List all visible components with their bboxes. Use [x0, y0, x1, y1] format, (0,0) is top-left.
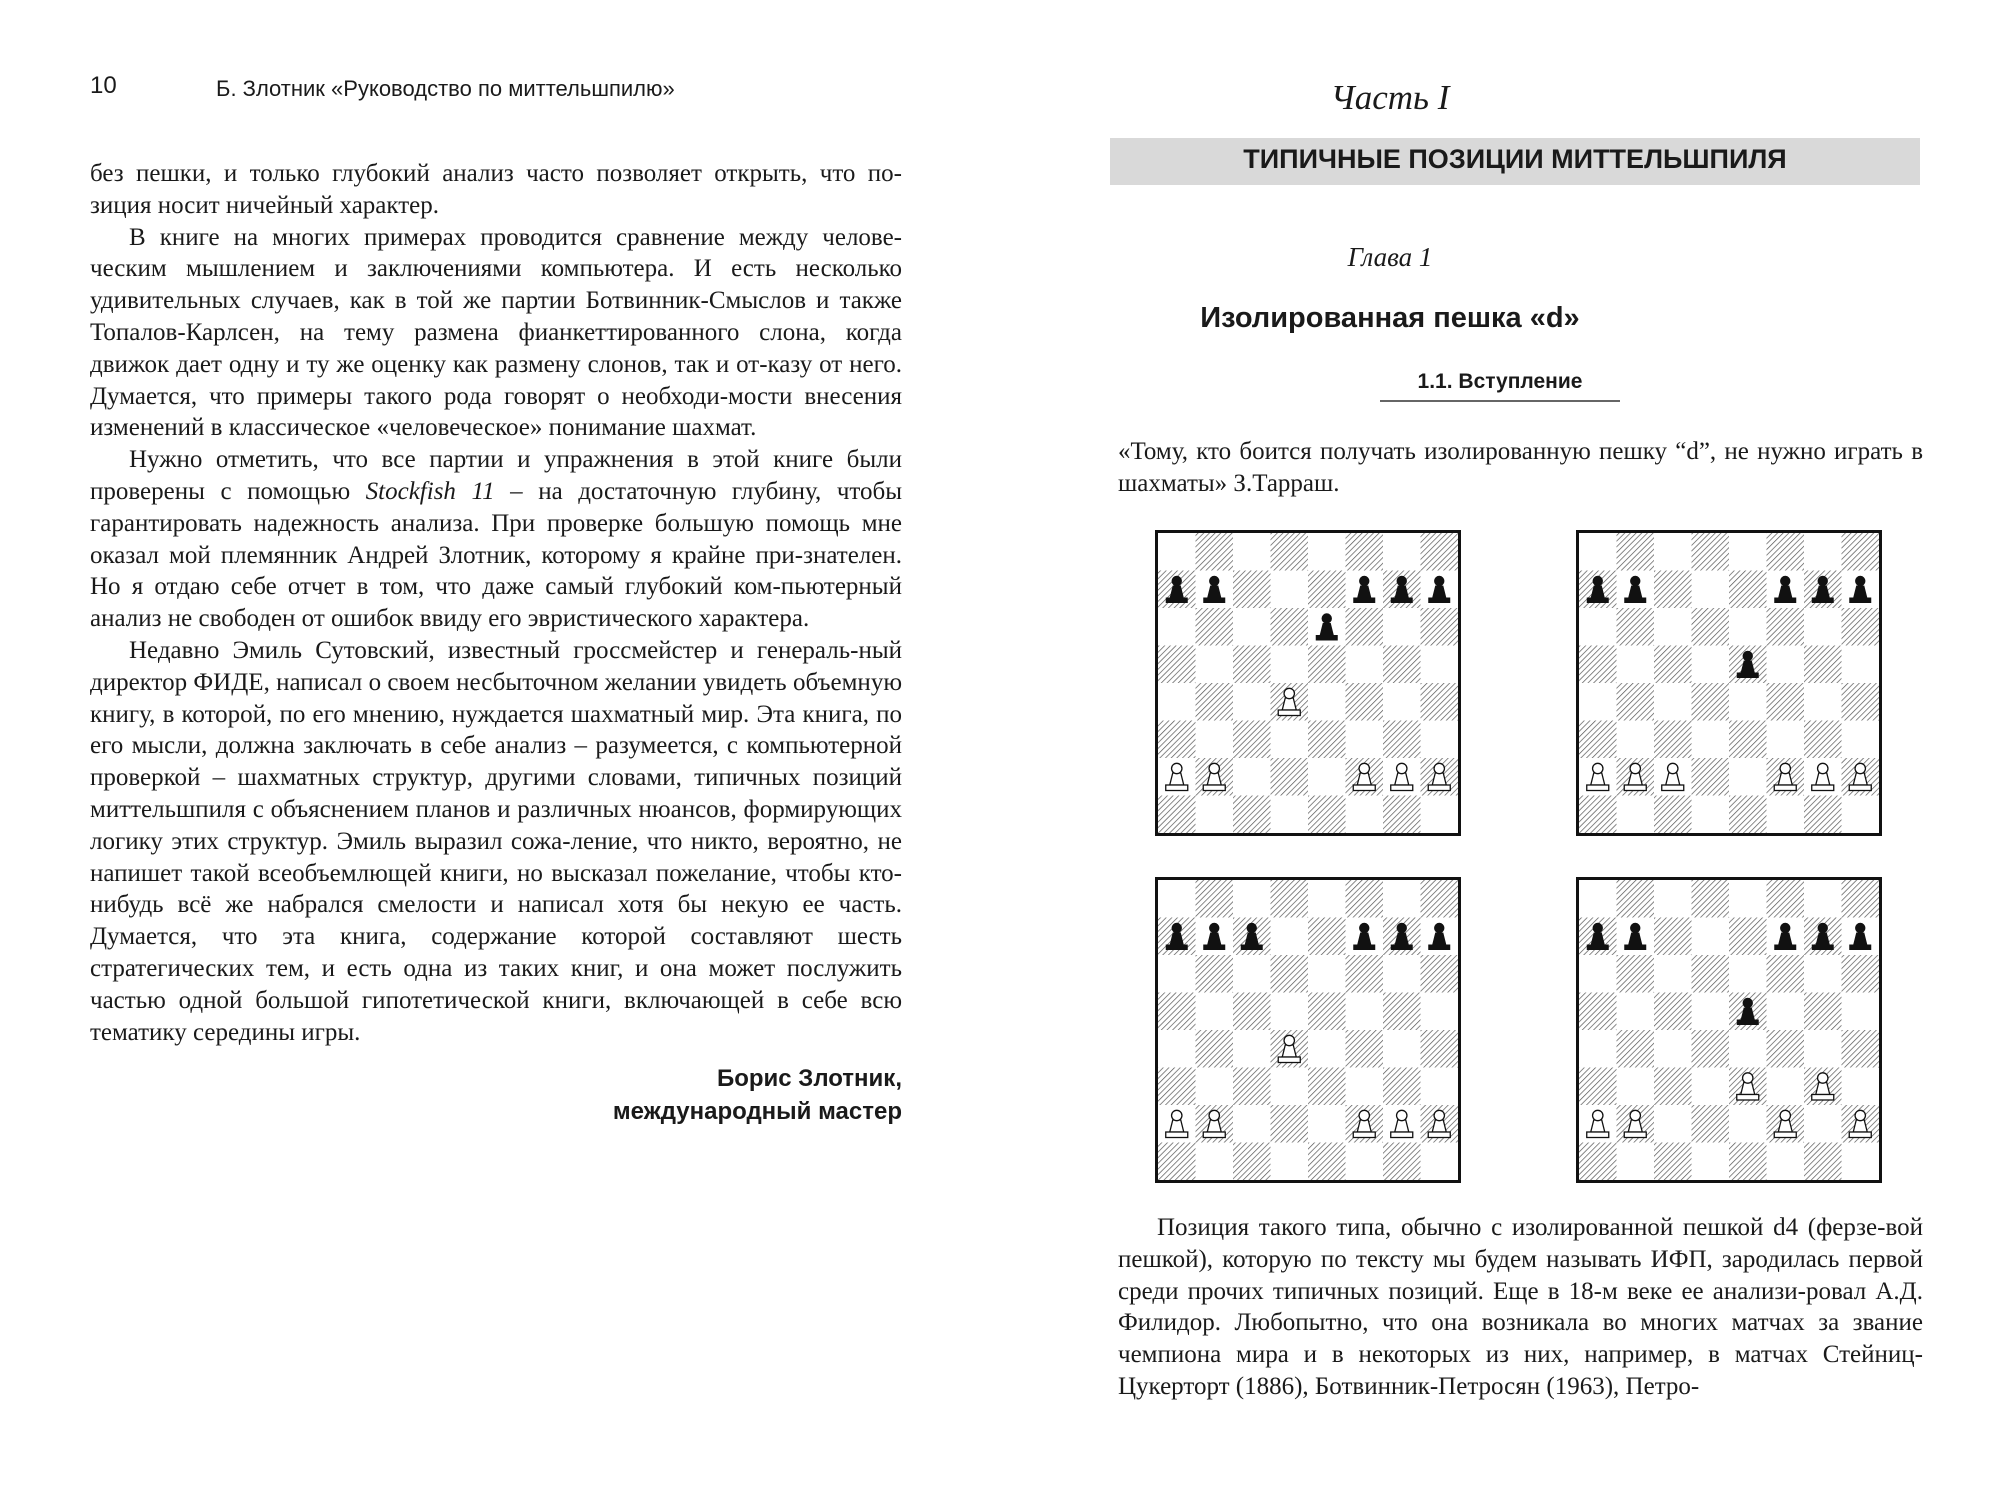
- dark-square: [1804, 1143, 1842, 1181]
- dark-square: [1158, 993, 1196, 1031]
- dark-square: [1421, 608, 1459, 646]
- dark-square: [1767, 533, 1805, 571]
- dark-square: [1842, 683, 1880, 721]
- dark-square: [1767, 1030, 1805, 1068]
- dark-square: [1617, 955, 1655, 993]
- body-paragraph: Позиция такого типа, обычно с изолированной пешкой d4 (ферзе-вой пешкой), которую по тексту мы будем называть ИФП, зародилась первой среди прочих типичных позиций. Еще в 18-м веке ее анализи-ровал А.Д. Филидор. Любопытно, что она возникала во многих матчах за звание чемпиона мира и в некоторых из них, например, в матчах Стейниц-Цукерторт (1886), Ботвинник-Петросян (1963), Петро-: [1118, 1214, 1923, 1400]
- black-pawn-icon: [1624, 923, 1646, 950]
- dark-square: [1654, 796, 1692, 834]
- dark-square: [1308, 993, 1346, 1031]
- dark-square: [1158, 646, 1196, 684]
- black-pawn-icon: [1353, 576, 1375, 603]
- dark-square: [1271, 758, 1309, 796]
- chess-board-svg: [1579, 880, 1879, 1180]
- running-header: Б. Злотник «Руководство по миттельшпилю»: [216, 76, 675, 101]
- dark-square: [1654, 1143, 1692, 1181]
- dark-square: [1692, 955, 1730, 993]
- dark-square: [1233, 993, 1271, 1031]
- dark-square: [1308, 1143, 1346, 1181]
- black-pawn-icon: [1849, 923, 1871, 950]
- dark-square: [1804, 721, 1842, 759]
- page-number: 10: [90, 72, 117, 99]
- paragraph: без пешки, и только глубокий анализ часто позволяет открыть, что по-зиция носит ничейный характер.: [90, 160, 902, 219]
- part-heading: ТИПИЧНЫЕ ПОЗИЦИИ МИТТЕЛЬШПИЛЯ: [1243, 144, 1787, 174]
- epigraph: «Тому, кто боится получать изолированную пешку “d”, не нужно играть в шахматы» З.Тарраш.: [1118, 438, 1923, 497]
- dark-square: [1346, 533, 1384, 571]
- dark-square: [1729, 918, 1767, 956]
- dark-square: [1842, 608, 1880, 646]
- dark-square: [1804, 796, 1842, 834]
- dark-square: [1158, 721, 1196, 759]
- black-pawn-icon: [1774, 576, 1796, 603]
- dark-square: [1842, 880, 1880, 918]
- dark-square: [1579, 993, 1617, 1031]
- dark-square: [1692, 1105, 1730, 1143]
- dark-square: [1692, 758, 1730, 796]
- dark-square: [1233, 721, 1271, 759]
- dark-square: [1729, 721, 1767, 759]
- dark-square: [1421, 955, 1459, 993]
- black-pawn-icon: [1203, 576, 1225, 603]
- black-pawn-icon: [1203, 923, 1225, 950]
- dark-square: [1804, 993, 1842, 1031]
- dark-square: [1346, 880, 1384, 918]
- dark-square: [1692, 1030, 1730, 1068]
- part-title: Часть I: [1330, 78, 1450, 117]
- black-pawn-icon: [1353, 923, 1375, 950]
- left-text-column: [90, 158, 902, 1128]
- dark-square: [1383, 721, 1421, 759]
- dark-square: [1233, 1143, 1271, 1181]
- dark-square: [1617, 608, 1655, 646]
- dark-square: [1158, 1143, 1196, 1181]
- dark-square: [1196, 955, 1234, 993]
- dark-square: [1654, 721, 1692, 759]
- dark-square: [1842, 533, 1880, 571]
- white-pawn-icon: [1587, 1110, 1609, 1137]
- dark-square: [1271, 955, 1309, 993]
- chess-board-svg: [1158, 880, 1458, 1180]
- dark-square: [1421, 1030, 1459, 1068]
- dark-square: [1579, 796, 1617, 834]
- dark-square: [1308, 918, 1346, 956]
- dark-square: [1804, 646, 1842, 684]
- dark-square: [1692, 533, 1730, 571]
- dark-square: [1692, 683, 1730, 721]
- dark-square: [1196, 533, 1234, 571]
- chapter-label: Глава 1: [1347, 242, 1433, 272]
- signature: [90, 1062, 902, 1128]
- dark-square: [1346, 1030, 1384, 1068]
- dark-square: [1617, 1030, 1655, 1068]
- paragraph-stockfish: [90, 444, 902, 635]
- diagram-2: [1576, 530, 1882, 836]
- dark-square: [1308, 721, 1346, 759]
- black-pawn-icon: [1428, 576, 1450, 603]
- white-pawn-icon: [1587, 763, 1609, 790]
- black-pawn-icon: [1849, 576, 1871, 603]
- dark-square: [1729, 796, 1767, 834]
- dark-square: [1196, 1030, 1234, 1068]
- dark-square: [1842, 955, 1880, 993]
- paragraph: Недавно Эмиль Сутовский, известный гроссмейстер и генераль-ный директор ФИДЕ, написал о своем несбыточном желании увидеть объемную книгу, в которой, по его мнению, нуждается шахматный мир. Эта книга, по его мысли, должна заключать в себе анализ – разумеется, с компьютерной проверкой – шахматных структур, другими словами, типичных позиций миттельшпиля с объяснением планов и различных нюансов, формирующих логику этих структур. Эмиль выразил сожа-ление, что никто, вероятно, не напишет такой всеобъемлющей книги, но высказал пожелание, чтобы кто-нибудь всё же набрался смелости и написал хотя бы некую ее часть. Думается, что эта книга, содержание которой составляют шесть стратегических тем, и есть одна из таких книг, и она может послужить частью одной большой гипотетической книги, включающей в себе всю тематику середины игры.: [90, 636, 902, 1046]
- dark-square: [1196, 880, 1234, 918]
- dark-square: [1617, 683, 1655, 721]
- dark-square: [1271, 1105, 1309, 1143]
- dark-square: [1196, 683, 1234, 721]
- dark-square: [1579, 646, 1617, 684]
- dark-square: [1383, 796, 1421, 834]
- dark-square: [1654, 993, 1692, 1031]
- white-pawn-icon: [1166, 763, 1188, 790]
- dark-square: [1346, 683, 1384, 721]
- dark-square: [1579, 721, 1617, 759]
- section-title: 1.1. Вступление: [1380, 370, 1620, 402]
- diagram-3: [1155, 877, 1461, 1183]
- dark-square: [1308, 1068, 1346, 1106]
- dark-square: [1346, 955, 1384, 993]
- dark-square: [1579, 1068, 1617, 1106]
- dark-square: [1421, 880, 1459, 918]
- dark-square: [1271, 880, 1309, 918]
- dark-square: [1617, 533, 1655, 571]
- signature-title: международный мастер: [612, 1098, 902, 1126]
- diagram-4: [1576, 877, 1882, 1183]
- dark-square: [1233, 571, 1271, 609]
- dark-square: [1654, 918, 1692, 956]
- dark-square: [1579, 1143, 1617, 1181]
- dark-square: [1346, 608, 1384, 646]
- dark-square: [1842, 1030, 1880, 1068]
- dark-square: [1692, 880, 1730, 918]
- dark-square: [1271, 608, 1309, 646]
- dark-square: [1196, 608, 1234, 646]
- chapter-title: Изолированная пешка «d»: [1200, 302, 1580, 334]
- dark-square: [1654, 646, 1692, 684]
- dark-square: [1767, 880, 1805, 918]
- white-pawn-icon: [1662, 763, 1684, 790]
- paragraph-text: Нужно отметить, что все партии и упражнения в этой книге были проверены с помощью: [90, 446, 902, 505]
- dark-square: [1233, 646, 1271, 684]
- dark-square: [1654, 1068, 1692, 1106]
- paragraph: В книге на многих примерах проводится сравнение между челове-ческим мышлением и заключениями компьютера. И есть несколько удивительных случаев, как в той же партии Ботвинник-Смыслов и также Топалов-Карлсен, на тему размена фианкеттированного слона, когда движок дает одну и ту же оценку как размену слонов, так и от-казу от него. Думается, что примеры такого рода говорят о необходи-мости внесения изменений в классическое «человеческое» понимание шахмат.: [90, 223, 902, 442]
- dark-square: [1617, 880, 1655, 918]
- engine-name: Stockfish 11: [365, 477, 495, 505]
- dark-square: [1271, 533, 1309, 571]
- dark-square: [1233, 796, 1271, 834]
- dark-square: [1383, 993, 1421, 1031]
- dark-square: [1692, 608, 1730, 646]
- chess-board-svg: [1158, 533, 1458, 833]
- dark-square: [1308, 796, 1346, 834]
- white-pawn-icon: [1812, 763, 1834, 790]
- dark-square: [1158, 1068, 1196, 1106]
- dark-square: [1767, 608, 1805, 646]
- dark-square: [1729, 1143, 1767, 1181]
- dark-square: [1383, 646, 1421, 684]
- dark-square: [1421, 683, 1459, 721]
- white-pawn-icon: [1391, 763, 1413, 790]
- dark-square: [1233, 1068, 1271, 1106]
- dark-square: [1158, 796, 1196, 834]
- dark-square: [1421, 533, 1459, 571]
- diagram-1: [1155, 530, 1461, 836]
- black-pawn-icon: [1774, 923, 1796, 950]
- signature-name: Борис Злотник,: [716, 1065, 902, 1093]
- dark-square: [1767, 955, 1805, 993]
- black-pawn-icon: [1428, 923, 1450, 950]
- dark-square: [1654, 571, 1692, 609]
- dark-square: [1308, 571, 1346, 609]
- dark-square: [1383, 1143, 1421, 1181]
- black-pawn-icon: [1624, 576, 1646, 603]
- black-pawn-icon: [1316, 613, 1338, 640]
- dark-square: [1767, 683, 1805, 721]
- dark-square: [1383, 1068, 1421, 1106]
- dark-square: [1308, 646, 1346, 684]
- white-pawn-icon: [1166, 1110, 1188, 1137]
- white-pawn-icon: [1391, 1110, 1413, 1137]
- chess-board-svg: [1579, 533, 1879, 833]
- dark-square: [1729, 571, 1767, 609]
- paragraph-text: – на достаточную глубину, чтобы гарантировать надежность анализа. При проверке большую помощь мне оказал мой племянник Андрей Злотник, которому я крайне при-знателен. Но я отдаю себе отчет в том, что даже самый глубокий ком-пьютерный анализ не свободен от ошибок ввиду его эвристического характера.: [90, 477, 903, 633]
